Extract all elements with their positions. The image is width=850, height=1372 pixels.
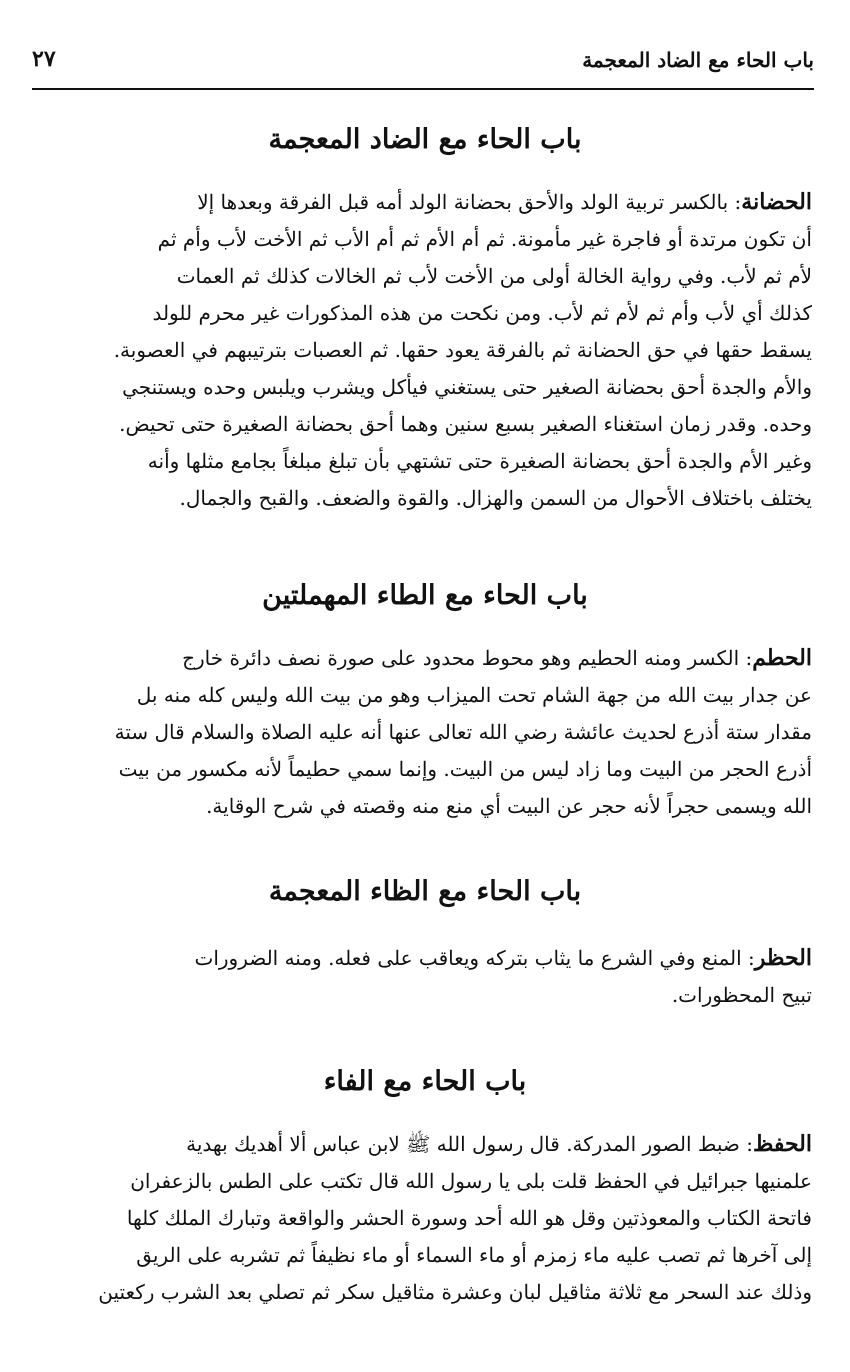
section-heading-taa: باب الحاء مع الطاء المهملتين [262,580,588,611]
paragraph-hatm [34,640,812,825]
text-line: إلى آخرها ثم تصب عليه ماء زمزم أو ماء السماء أو ماء نظيفاً ثم تشربه على الريق [136,1243,812,1267]
text-line: الله ويسمى حجراً لأنه حجر عن البيت أي منع منه وقصته في شرح الوقاية. [206,794,812,818]
section-heading-dad: باب الحاء مع الضاد المعجمة [268,124,582,155]
running-header [32,44,814,90]
text-line: عن جدار بيت الله من جهة الشام تحت الميزاب وهو من بيت الله وليس كله منه بل [136,683,812,707]
section-heading-faa: باب الحاء مع الفاء [323,1066,527,1097]
defined-term: الحضانة [741,189,812,215]
text-line: علمنيها جبرائيل في الحفظ قلت بلى يا رسول الله قال تكتب على الطس بالزعفران [130,1169,812,1193]
text-line: الحظر: المنع وفي الشرع ما يثاب بتركه ويعاقب على فعله. ومنه الضرورات [194,945,812,971]
text-line: أن تكون مرتدة أو فاجرة غير مأمونة. ثم أم الأم ثم أم الأب ثم الأخت لأب وأم ثم [157,227,812,251]
text-line: يسقط حقها في حق الحضانة ثم بالفرقة يعود حقها. ثم العصبات بترتيبهم في العصوبة. [113,338,812,362]
defined-term: الحظر [754,945,812,971]
running-title: باب الحاء مع الضاد المعجمة [582,48,814,72]
section-heading-zaa: باب الحاء مع الظاء المعجمة [268,876,582,907]
text-line: وغير الأم والجدة أحق بحضانة الصغيرة حتى تشتهي بأن تبلغ مبلغاً بجامع مثلها وأنه [147,449,812,473]
text-line: فاتحة الكتاب والمعوذتين وقل هو الله أحد وسورة الحشر والواقعة وتبارك الملك كلها [126,1206,812,1230]
text-line: تبيح المحظورات. [671,983,812,1007]
text-line: والأم والجدة أحق بحضانة الصغير حتى يستغني فيأكل ويشرب ويلبس وحده ويستنجي [122,375,812,399]
paragraph-hifz [34,1126,812,1311]
text-line: مقدار ستة أذرع لحديث عائشة رضي الله تعالى عنها أنه عليه الصلاة والسلام قال ستة [114,720,812,744]
text-line: يختلف باختلاف الأحوال من السمن والهزال. والقوة والضعف. والقبح والجمال. [179,486,812,510]
paragraph-hadana [34,184,812,517]
text-line: الحفظ: ضبط الصور المدركة. قال رسول الله ﷺ لابن عباس ألا أهديك بهدية [186,1131,812,1157]
page-number: ٢٧ [32,46,56,72]
text-line: كذلك أي لأب وأم ثم لأم ثم لأب. ومن نكحت من هذه المذكورات غير محرم للولد [152,301,812,325]
paragraph-hazr [34,940,812,1014]
text-line: الحضانة: بالكسر تربية الولد والأحق بحضانة الولد أمه قبل الفرقة وبعدها إلا [197,189,812,215]
defined-term: الحطم [752,645,812,671]
text-line: أذرع الحجر من البيت وما زاد ليس من البيت. وإنما سمي حطيماً لأنه مكسور من بيت [118,757,812,781]
defined-term: الحفظ [752,1131,812,1157]
text-line: وحده. وقدر زمان استغناء الصغير بسبع سنين وهما أحق بحضانة الصغيرة حتى تحيض. [119,412,812,436]
text-line: وذلك عند السحر مع ثلاثة مثاقيل لبان وعشرة مثاقيل سكر ثم تصلي بعد الشرب ركعتين [98,1280,812,1304]
text-line: الحطم: الكسر ومنه الحطيم وهو محوط محدود على صورة نصف دائرة خارج [182,645,812,671]
text-line: لأم ثم لأب. وفي رواية الخالة أولى من الأخت لأب ثم الخالات كذلك ثم العمات [176,264,812,288]
